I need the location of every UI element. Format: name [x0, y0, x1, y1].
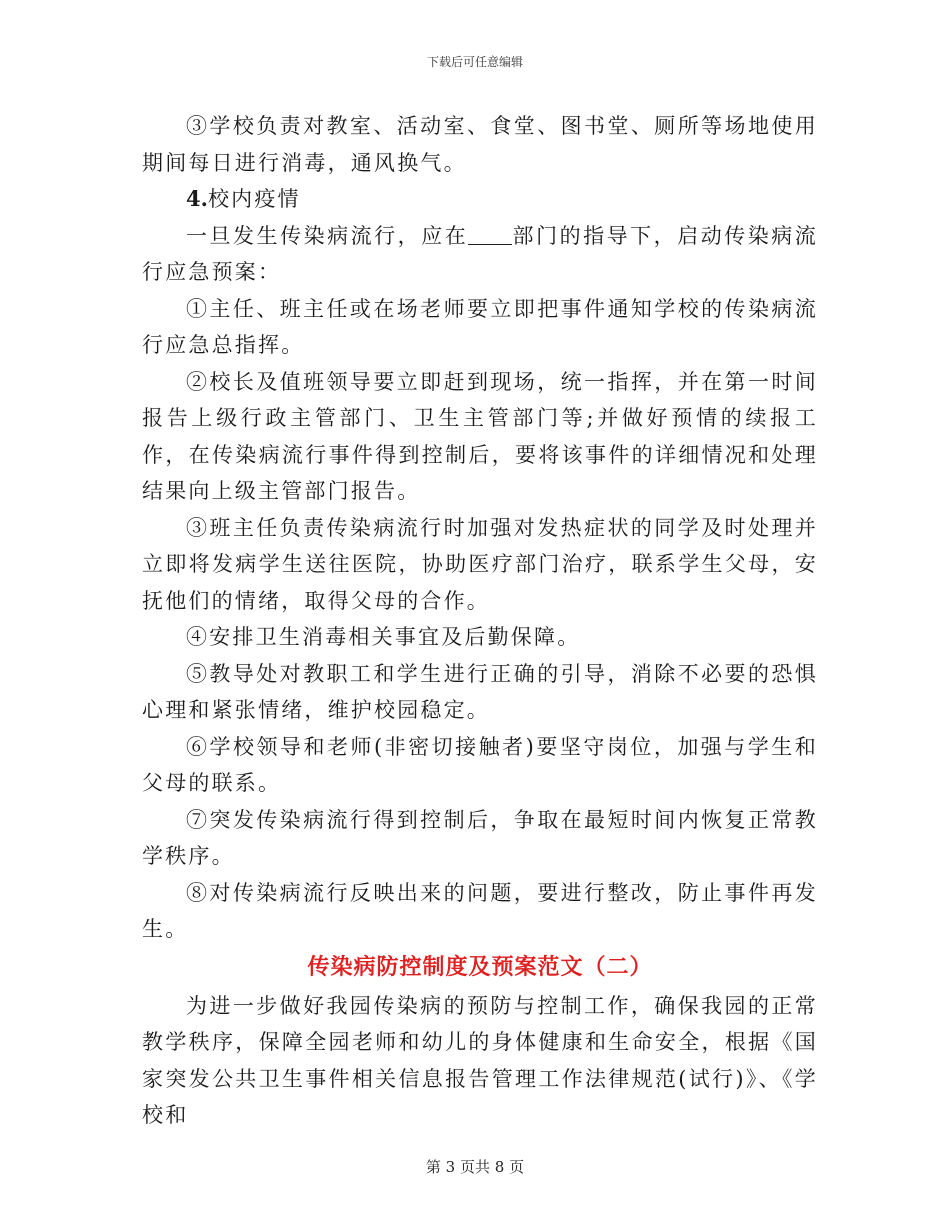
subheading-number: 4.: [186, 186, 208, 211]
page-header: 下载后可任意编辑: [426, 55, 523, 69]
paragraph-emergency-plan: [142, 218, 818, 291]
paragraph-item-2: ②校长及值班领导要立即赶到现场，统一指挥，并在第一时间报告上级行政主管部门、卫生主管部门等;并做好预情的续报工作，在传染病流行事件得到控制后，要将该事件的详细情况和处理结果向上级主管部门报告。: [142, 369, 818, 503]
section-title: 传染病防控制度及预案范文（二）: [307, 954, 653, 980]
subheading-campus-epidemic: [142, 181, 818, 218]
paragraph-item-6: ⑥学校领导和老师(非密切接触者)要坚守岗位，加强与学生和父母的联系。: [142, 734, 818, 795]
fill-in-blank: [468, 224, 512, 245]
paragraph-item-7: ⑦突发传染病流行得到控制后，争取在最短时间内恢复正常教学秩序。: [142, 807, 818, 868]
document-body: [142, 108, 818, 1134]
page-footer: 第 3 页共 8 页: [425, 1158, 525, 1176]
paragraph-item-5: ⑤教导处对教职工和学生进行正确的引导，消除不必要的恐惧心理和紧张情绪，维护校园稳定。: [142, 661, 818, 722]
paragraph-item-3: ③班主任负责传染病流行时加强对发热症状的同学及时处理并立即将发病学生送往医院，协助医疗部门治疗，联系学生父母，安抚他们的情绪，取得父母的合作。: [142, 515, 818, 613]
paragraph-item-8: ⑧对传染病流行反映出来的问题，要进行整改，防止事件再发生。: [142, 880, 818, 941]
subheading-text: 校内疫情: [207, 187, 301, 211]
paragraph-emergency-plan-before: 一旦发生传染病流行，应在: [186, 223, 469, 248]
paragraph-intro: 为进一步做好我园传染病的预防与控制工作，确保我园的正常教学秩序，保障全园老师和幼儿的身体健康和生命安全，根据《国家突发公共卫生事件相关信息报告管理工作法律规范(试行)》、《学校和: [142, 993, 818, 1127]
paragraph-item-1: ①主任、班主任或在场老师要立即把事件通知学校的传染病流行应急总指挥。: [142, 296, 818, 357]
paragraph-emergency-plan-after: 部门的指导下，启动传染病流行应急预案：: [142, 223, 818, 284]
paragraph-item-4: ④安排卫生消毒相关事宜及后勤保障。: [186, 625, 581, 649]
paragraph-disinfection: ③学校负责对教室、活动室、食堂、图书堂、厕所等场地使用期间每日进行消毒，通风换气。: [142, 114, 818, 175]
